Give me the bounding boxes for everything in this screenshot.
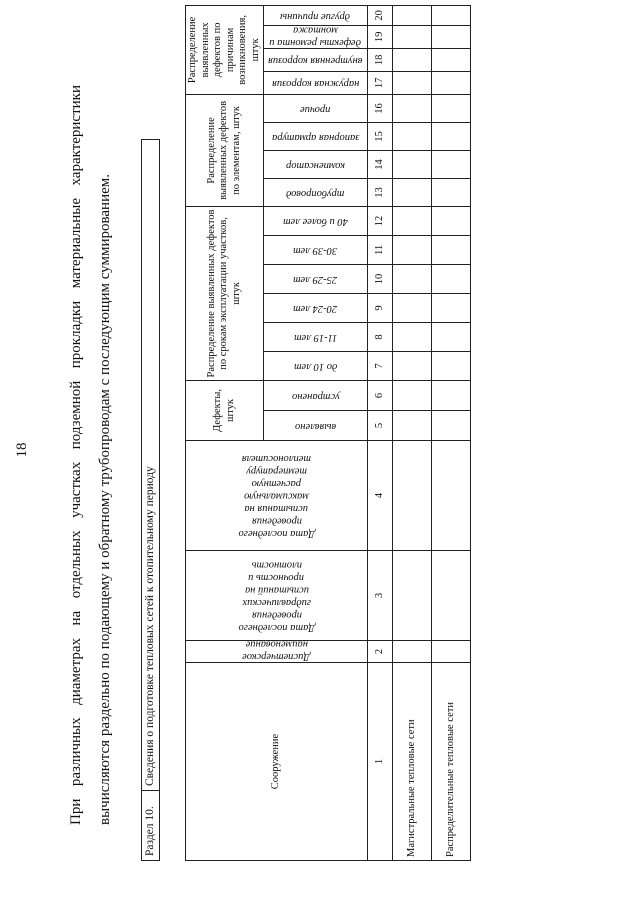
col-number: 9: [368, 293, 393, 322]
col-number: 14: [368, 150, 393, 178]
row-label: Распределительные тепловые сети: [432, 663, 471, 861]
col-cause-3: дефекты ремонта и монтажа: [264, 25, 368, 48]
table-cell: [393, 411, 432, 441]
table-cell: [432, 178, 471, 206]
col-element-3: запорная арматура: [264, 122, 368, 150]
col-age-1: до 10 лет: [264, 351, 368, 380]
col-number: 2: [368, 641, 393, 663]
section-header: [141, 139, 160, 861]
group-by-age: Распределение выявленных дефектов по срокам эксплуатации участков, штук: [186, 206, 264, 380]
table-cell: [432, 351, 471, 380]
col-number: 4: [368, 441, 393, 551]
table-cell: [393, 551, 432, 641]
table-cell: [432, 94, 471, 122]
col-number: 16: [368, 94, 393, 122]
col-cause-4: другие причины: [264, 5, 368, 25]
col-number: 1: [368, 663, 393, 861]
table-cell: [432, 48, 471, 71]
table-cell: [393, 441, 432, 551]
group-defects: Дефекты, штук: [186, 380, 264, 440]
col-structure: Сооружение: [186, 663, 368, 861]
table-cell: [393, 322, 432, 351]
table-cell: [393, 48, 432, 71]
table-cell: [432, 322, 471, 351]
section-title: Сведения о подготовке тепловых сетей к отопительному периоду: [144, 466, 156, 786]
table-cell: [432, 641, 471, 663]
table-cell: [393, 351, 432, 380]
col-number: 17: [368, 71, 393, 94]
col-element-1: трубопровод: [264, 178, 368, 206]
table-cell: [393, 122, 432, 150]
col-hydro-test: Дата последнего проведения гидравлических испытаний на прочность и плотность: [186, 551, 368, 641]
table-cell: [393, 71, 432, 94]
table-cell: [432, 235, 471, 264]
col-number: 7: [368, 351, 393, 380]
section-label: Раздел 10.: [142, 790, 159, 860]
table-cell: [393, 206, 432, 235]
table-cell: [432, 206, 471, 235]
group-by-cause: Распределение выявленных дефектов по причинам возникновения, штук: [186, 5, 264, 94]
col-age-3: 20-24 лет: [264, 293, 368, 322]
table-cell: [432, 25, 471, 48]
intro-paragraph: При различных диаметрах на отдельных участках подземной прокладки материальные характеристики вычисляются раздельно по подающему и обратному трубопроводам с последующим суммированием.: [68, 85, 113, 825]
col-number: 10: [368, 264, 393, 293]
col-number: 11: [368, 235, 393, 264]
col-number: 8: [368, 322, 393, 351]
col-number: 13: [368, 178, 393, 206]
table-cell: [393, 94, 432, 122]
table-cell: [432, 411, 471, 441]
table-cell: [432, 71, 471, 94]
table-cell: [393, 641, 432, 663]
col-age-2: 11-19 лет: [264, 322, 368, 351]
table-cell: [393, 178, 432, 206]
table-cell: [432, 5, 471, 25]
table-cell: [393, 150, 432, 178]
table-cell: [432, 441, 471, 551]
col-number: 19: [368, 25, 393, 48]
col-number: 20: [368, 5, 393, 25]
col-element-4: прочие: [264, 94, 368, 122]
col-defects-fixed: устранено: [264, 380, 368, 410]
col-max-temp-test: Дата последнего проведения испытания на максимальную расчетную температуру теплоносителя: [186, 441, 368, 551]
page-number: 18: [14, 442, 30, 458]
col-number: 3: [368, 551, 393, 641]
column-number-row: [368, 5, 393, 860]
col-cause-1: наружная коррозия: [264, 71, 368, 94]
table-cell: [432, 551, 471, 641]
col-age-5: 30-39 лет: [264, 235, 368, 264]
col-number: 18: [368, 48, 393, 71]
table-row: [432, 5, 471, 860]
row-label: Магистральные тепловые сети: [393, 663, 432, 861]
col-cause-2: внутренняя коррозия: [264, 48, 368, 71]
table-cell: [393, 25, 432, 48]
col-defects-found: выявлено: [264, 411, 368, 441]
col-age-4: 25-29 лет: [264, 264, 368, 293]
table-cell: [432, 150, 471, 178]
table-cell: [393, 235, 432, 264]
table-cell: [432, 122, 471, 150]
table-cell: [393, 264, 432, 293]
col-number: 6: [368, 380, 393, 410]
col-age-6: 40 и более лет: [264, 206, 368, 235]
table-cell: [393, 293, 432, 322]
table-cell: [432, 380, 471, 410]
table-cell: [393, 380, 432, 410]
col-number: 12: [368, 206, 393, 235]
col-element-2: компенсатор: [264, 150, 368, 178]
group-by-element: Распределение выявленных дефектов по элементам, штук: [186, 94, 264, 206]
col-dispatch-name: Диспетчерское наименование: [186, 641, 368, 663]
defects-table: [185, 5, 471, 861]
table-cell: [432, 293, 471, 322]
table-cell: [432, 264, 471, 293]
col-number: 5: [368, 411, 393, 441]
table-cell: [393, 5, 432, 25]
col-number: 15: [368, 122, 393, 150]
table-row: [393, 5, 432, 860]
